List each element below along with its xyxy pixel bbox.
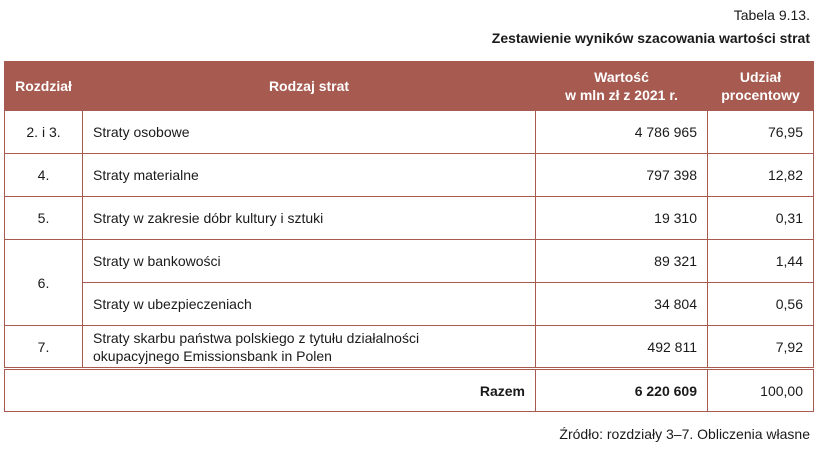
row-chapter: 5. <box>5 197 83 240</box>
row-value: 4 786 965 <box>536 111 708 154</box>
row-value: 797 398 <box>536 154 708 197</box>
table-number: Tabela 9.13. <box>733 7 810 23</box>
table-row <box>5 240 814 283</box>
row-chapter: 2. i 3. <box>5 111 83 154</box>
total-label: Razem <box>5 369 536 412</box>
row-type: Straty w ubezpieczeniach <box>83 283 536 326</box>
row-share: 12,82 <box>708 154 814 197</box>
header-share-line2: procentowy <box>721 87 800 103</box>
row-type-line2: okupacyjnego Emissionsbank in Polen <box>93 347 332 364</box>
table-row <box>5 326 814 369</box>
table-row <box>5 154 814 197</box>
row-chapter: 4. <box>5 154 83 197</box>
source-note: Źródło: rozdziały 3–7. Obliczenia własne <box>559 426 810 442</box>
header-type: Rodzaj strat <box>83 62 536 111</box>
table-row <box>5 111 814 154</box>
row-share: 0,31 <box>708 197 814 240</box>
row-share: 0,56 <box>708 283 814 326</box>
header-chapter: Rozdział <box>5 62 83 111</box>
row-share: 76,95 <box>708 111 814 154</box>
row-type: Straty materialne <box>83 154 536 197</box>
table-title: Zestawienie wyników szacowania wartości strat <box>491 30 810 46</box>
row-type <box>83 326 536 369</box>
row-chapter: 7. <box>5 326 83 369</box>
total-value: 6 220 609 <box>536 369 708 412</box>
table-row <box>5 197 814 240</box>
row-type: Straty w bankowości <box>83 240 536 283</box>
header-value <box>536 62 708 111</box>
header-share <box>708 62 814 111</box>
row-value: 34 804 <box>536 283 708 326</box>
row-value: 89 321 <box>536 240 708 283</box>
row-value: 492 811 <box>536 326 708 369</box>
header-value-line2: w mln zł z 2021 r. <box>565 87 678 103</box>
row-value: 19 310 <box>536 197 708 240</box>
header-value-line1: Wartość <box>594 69 649 85</box>
total-row <box>5 369 814 412</box>
table-row <box>5 283 814 326</box>
row-type: Straty w zakresie dóbr kultury i sztuki <box>83 197 536 240</box>
loss-summary-table <box>4 61 814 412</box>
header-row <box>5 62 814 111</box>
row-share: 7,92 <box>708 326 814 369</box>
row-share: 1,44 <box>708 240 814 283</box>
total-share: 100,00 <box>708 369 814 412</box>
row-chapter: 6. <box>5 240 83 326</box>
header-share-line1: Udział <box>739 69 782 85</box>
row-type-line1: Straty skarbu państwa polskiego z tytułu działalności <box>93 329 420 346</box>
row-type: Straty osobowe <box>83 111 536 154</box>
